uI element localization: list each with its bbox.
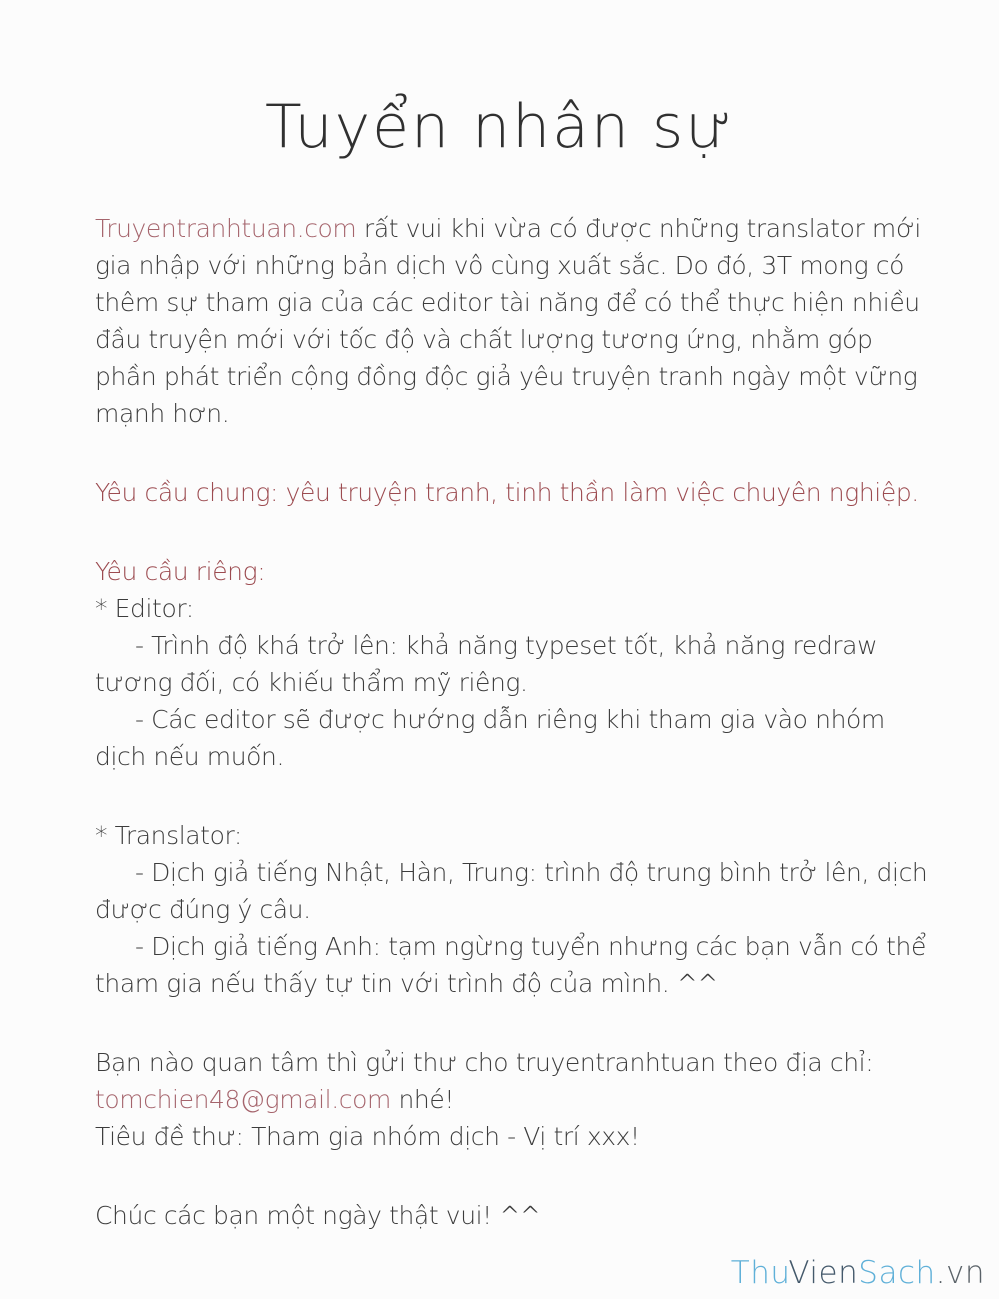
watermark-part-vien: Vien <box>788 1255 859 1291</box>
watermark-part-thu: Thu <box>730 1255 789 1291</box>
translator-requirement-item: - Dịch giả tiếng Anh: tạm ngừng tuyển nhưng các bạn vẫn có thể tham gia nếu thấy tự tin với trình độ của mình. ^^ <box>95 932 926 998</box>
watermark-logo <box>731 1255 985 1291</box>
document-body <box>0 210 999 1234</box>
editor-requirement-item: - Các editor sẽ được hướng dẫn riêng khi tham gia vào nhóm dịch nếu muốn. <box>95 705 885 771</box>
page-title: Tuyển nhân sự <box>265 92 734 162</box>
contact-intro-line: Bạn nào quan tâm thì gửi thư cho truyentranhtuan theo địa chỉ: <box>95 1048 874 1077</box>
editor-requirement-item: - Trình độ khá trở lên: khả năng typeset tốt, khả năng redraw tương đối, có khiếu thẩm mỹ riêng. <box>95 631 878 697</box>
translator-requirement-item: - Dịch giả tiếng Nhật, Hàn, Trung: trình độ trung bình trở lên, dịch được đúng ý câu. <box>95 858 928 924</box>
general-requirements-line: Yêu cầu chung: yêu truyện tranh, tinh thần làm việc chuyên nghiệp. <box>95 478 919 507</box>
intro-paragraph <box>95 210 929 432</box>
closing-line: Chúc các bạn một ngày thật vui! ^^ <box>95 1201 541 1230</box>
watermark-part-vn: .vn <box>935 1255 985 1291</box>
site-link[interactable]: Truyentranhtuan.com <box>95 214 357 243</box>
specific-requirements-heading: Yêu cầu riêng: <box>95 557 266 586</box>
intro-text: rất vui khi vừa có được những translator mới gia nhập với những bản dịch vô cùng xuất sắc. Do đó, 3T mong có thêm sự tham gia của các editor tài năng để có thể thực hiện nhiều đầu truyện mới với tốc độ và chất lượng tương ứng, nhằm góp phần phát triển cộng đồng độc giả yêu truyện tranh ngày một vững mạnh hơn. <box>95 214 921 428</box>
editor-heading: * Editor: <box>95 594 194 623</box>
translator-heading: * Translator: <box>95 821 242 850</box>
email-suffix-text: nhé! <box>390 1085 454 1114</box>
watermark-part-sach: Sach <box>858 1255 936 1291</box>
email-link[interactable]: tomchien48@gmail.com <box>95 1085 391 1114</box>
mail-subject-line: Tiêu đề thư: Tham gia nhóm dịch - Vị trí xxx! <box>95 1122 640 1151</box>
contact-email-line <box>95 1081 929 1118</box>
